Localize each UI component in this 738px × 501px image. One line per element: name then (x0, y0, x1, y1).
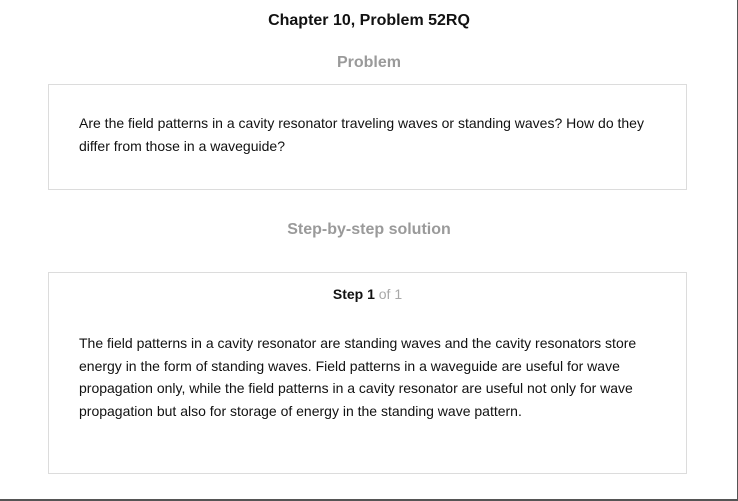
solution-heading: Step-by-step solution (287, 221, 451, 238)
page-title: Chapter 10, Problem 52RQ (268, 12, 470, 29)
step-indicator (49, 286, 686, 302)
solution-card (48, 272, 687, 474)
step-number: Step 1 (332, 286, 375, 302)
problem-card (48, 84, 687, 190)
problem-heading: Problem (336, 54, 401, 71)
solution-text: The field patterns in a cavity resonator are standing waves and the cavity resonators store energy in the form of standing waves. Field patterns in a waveguide are useful for wave propagation only, while the field patterns in a cavity resonator are useful not only for wave propagation but also for storage of energy in the standing wave pattern. (79, 335, 637, 419)
problem-text: Are the field patterns in a cavity resonator traveling waves or standing waves? How do they differ from those in a waveguide? (79, 115, 644, 154)
step-total: of 1 (378, 286, 403, 302)
